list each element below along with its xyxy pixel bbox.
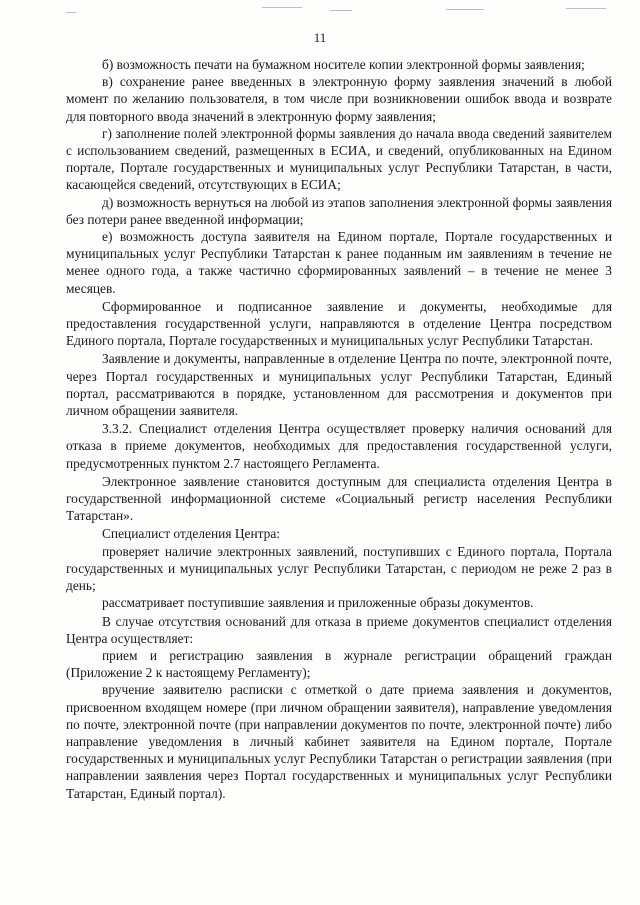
- paragraph-section-3-3-2: 3.3.2. Специалист отделения Центра осуществляет проверку наличия оснований для отказа в приеме документов, необходимых для предоставления государственной услуги, предусмотренных пунктом 2.7 настоящего Регламента.: [66, 421, 612, 471]
- paragraph-submission: Сформированное и подписанное заявление и документы, необходимые для предоставления государственной услуги, направляются в отделение Центра посредством Единого портала, Портале государственных и муниципальных услуг Республики Татарстан.: [66, 298, 612, 349]
- paragraph-item-v: в) сохранение ранее введенных в электронную форму заявления значений в любой момент по желанию пользователя, в том числе при возникновении ошибок ввода и возврате для повторного ввода значений в электронную форму заявления;: [66, 74, 612, 124]
- paragraph-registration: прием и регистрацию заявления в журнале регистрации обращений граждан (Приложение 2 к настоящему Регламенту);: [66, 647, 612, 681]
- paragraph-no-grounds: В случае отсутствия оснований для отказа в приеме документов специалист отделения Центра осуществляет:: [66, 613, 612, 646]
- paragraph-electronic-application: Электронное заявление становится доступным для специалиста отделения Центра в государственной информационной системе «Социальный регистр населения Республики Татарстан».: [66, 473, 612, 524]
- paragraph-mail-submission: Заявление и документы, направленные в отделение Центра по почте, электронной почте, через Портал государственных и муниципальных услуг Республики Татарстан, Единый портал, рассматриваются в порядке, установленном для рассмотрения и документов при личном обращении заявителя.: [66, 351, 612, 419]
- paragraph-specialist-heading: Специалист отделения Центра:: [102, 526, 280, 542]
- document-body: [66, 56, 612, 802]
- scan-artifact: [66, 12, 76, 13]
- page-number: 11: [313, 30, 327, 45]
- scan-artifact: [262, 7, 302, 8]
- paragraph-item-e: е) возможность доступа заявителя на Едином портале, Портале государственных и муниципальных услуг Республики Татарстан к ранее поданным им заявлениям в течение не менее одного года, а также частично сформированных заявлений – в течение не менее 3 месяцев.: [66, 229, 612, 296]
- scan-artifact: [566, 8, 606, 9]
- paragraph-item-d: д) возможность вернуться на любой из этапов заполнения электронной формы заявления без потери ранее введенной информации;: [66, 194, 612, 227]
- paragraph-checks-applications: проверяет наличие электронных заявлений, поступивших с Единого портала, Портала государственных и муниципальных услуг Республики Татарстан, с периодом не реже 2 раз в день;: [66, 543, 612, 594]
- scan-artifact: [330, 10, 352, 11]
- paragraph-item-b: б) возможность печати на бумажном носителе копии электронной формы заявления;: [102, 57, 585, 72]
- paragraph-reviews-applications: рассматривает поступившие заявления и приложенные образы документов.: [102, 595, 534, 611]
- scan-artifact: [446, 9, 484, 10]
- paragraph-item-g: г) заполнение полей электронной формы заявления до начала ввода сведений заявителем с использованием сведений, размещенных в ЕСИА, и сведений, опубликованных на Едином портале, Портале государственных и муниципальных услуг Республики Татарстан, в части, касающейся сведений, отсутствующих в ЕСИА;: [66, 125, 612, 193]
- paragraph-receipt: вручение заявителю расписки с отметкой о дате приема заявления и документов, присвоенном входящем номере (при личном обращении заявителя), направление уведомления по почте, электронной почте (при направлении документов по почте, электронной почте) либо направление уведомления в личный кабинет заявителя на Едином портале, Портале государственных и муниципальных услуг Республики Татарстан о регистрации заявления (при направлении заявления через Портал государственных и муниципальных услуг Республики Татарстан, Единый портал).: [66, 682, 612, 801]
